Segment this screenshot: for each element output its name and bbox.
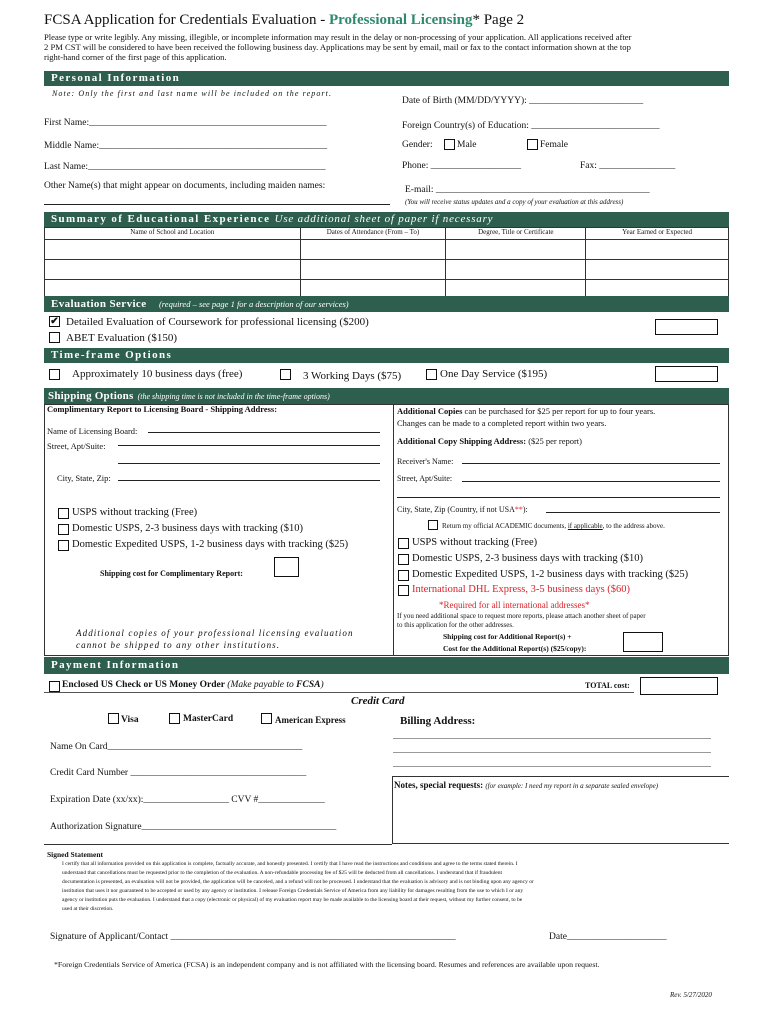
add-ship-bold: Additional Copy Shipping Address: [397,436,527,446]
timeframe-10day-checkbox[interactable] [49,369,60,380]
detailed-eval-label: Detailed Evaluation of Coursework for professional licensing ($200) [66,316,369,328]
amex-label: American Express [275,715,346,725]
check-fcsa: FCSA [296,680,321,690]
dhl-label: International DHL Express, 3-5 business days ($60) [412,584,631,595]
statement-line-2: understand that cancellations must be requested prior to the completion of the evaluation. A non-refundable processing fee of $25 will be deducted from all cancellations. I understand that if fraudulent [62,870,503,876]
check-bold: Enclosed US Check or US Money Order [62,680,225,690]
add-ship-title [397,436,582,446]
date-field[interactable]: Date_____________________ [549,932,667,942]
fax-field[interactable]: Fax: ________________ [580,161,676,171]
check-close: ) [320,680,324,690]
other-names-line[interactable] [44,204,390,205]
space-note-1: If you need additional space to request more reports, please attach another sheet of paper [397,612,646,620]
amex-checkbox[interactable] [261,713,272,724]
gender-label: Gender: [402,140,433,150]
city2-line[interactable] [546,512,720,513]
statement-line-6: used at their discretion. [62,906,114,912]
expiration-field[interactable]: Expiration Date (xx/xx):__________________ CVV #______________ [50,795,325,805]
signed-statement-heading: Signed Statement [47,850,104,859]
email-field[interactable]: E-mail: _____________________________________________ [405,185,650,195]
intro-line-2: 2 PM CST will be considered to have been received the following business day. Applications may be sent by email, mail or fax to the contact information shown at the top [44,42,631,52]
statement-line-4: institution that uses it nor guaranteed to be accepted or used by any agency or institution. I release Foreign Credentials Service of America from any liability for damages resulting from the use to which I or any [62,888,524,894]
add-ship-note: ($25 per report) [528,436,582,446]
timeframe-3day-checkbox[interactable] [280,369,291,380]
visa-label: Visa [121,715,139,725]
education-table [44,227,729,300]
add-cost-label-2: Cost for the Additional Report(s) ($25/copy): [443,644,587,653]
female-label: Female [540,140,568,150]
street2-label: Street, Apt/Suite: [397,474,453,483]
check-label [62,680,324,690]
timeframe-1day-checkbox[interactable] [426,369,437,380]
city2-stars: ** [514,505,523,514]
city-label: City, State, Zip: [57,473,111,483]
add-usps-free-label: USPS without tracking (Free) [412,537,538,548]
italic-note-2: cannot be shipped to any other institutions. [76,640,281,650]
revision-date: Rev. 5/27/2020 [670,991,712,999]
comp-usps-dom-checkbox[interactable] [58,524,69,535]
detailed-eval-checkbox[interactable]: ✔ [50,316,59,327]
auth-signature-field[interactable]: Authorization Signature_________________________________________ [50,822,337,832]
table-row[interactable] [45,240,729,260]
city2-prefix: City, State, Zip (Country, if not USA [397,505,515,514]
comp-usps-dom-label: Domestic USPS, 2-3 business days with tracking ($10) [72,523,303,534]
timeframe-1day-label: One Day Service ($195) [440,368,548,380]
last-name-field[interactable]: Last Name:__________________________________________________ [44,162,326,172]
cc-number-field[interactable]: Credit Card Number _____________________________________ [50,768,307,778]
abet-checkbox[interactable] [49,332,60,343]
dob-field[interactable]: Date of Birth (MM/DD/YYYY): ________________________ [402,96,644,106]
shipping-bar [44,388,729,404]
return-underlined: if applicable [567,522,603,530]
street-line-2[interactable] [118,463,380,464]
personal-info-heading: Personal Information [51,72,181,84]
street2-line[interactable] [462,481,720,482]
footer-disclaimer: *Foreign Credentials Service of America (FCSA) is an independent company and is not affiliated with the licensing board. Resumes and references are available upon request. [54,960,600,969]
notes-label [394,780,658,790]
evaluation-heading: Evaluation Service [51,298,147,310]
comp-report-title: Complimentary Report to Licensing Board - Shipping Address: [47,404,278,414]
total-cost-label: TOTAL cost: [585,681,630,690]
visa-checkbox[interactable] [108,713,119,724]
italic-note-1: Additional copies of your professional licensing evaluation [76,628,354,638]
receiver-label: Receiver's Name: [397,457,454,466]
female-checkbox[interactable] [527,139,538,150]
add-cost-label-1: Shipping cost for Additional Report(s) + [443,632,572,641]
education-heading-note: Use additional sheet of paper if necessary [274,213,494,225]
col-dates: Dates of Attendance (From – To) [300,228,446,240]
intl-required-note: *Required for all international addresses* [439,600,590,610]
shipping-heading: Shipping Options [48,390,134,402]
comp-usps-free-label: USPS without tracking (Free) [72,507,198,518]
title-highlight: Professional Licensing [328,12,473,28]
timeframe-cost-box[interactable] [655,366,718,382]
check-checkbox[interactable] [49,681,60,692]
evaluation-bar [44,296,729,312]
title-prefix: FCSA Application for Credentials Evaluation - [44,12,329,28]
intro-line-1: Please type or write legibly. Any missing, illegible, or incomplete information may result in the delay or non-processing of your application. All applications received after [44,32,632,42]
add-copies-text2: Changes can be made to a completed report within two years. [397,418,607,428]
add-cost-box[interactable] [623,632,663,652]
comp-usps-exp-label: Domestic Expedited USPS, 1-2 business days with tracking ($25) [72,539,349,550]
return-docs-checkbox[interactable] [428,520,438,530]
add-usps-free-checkbox[interactable] [398,538,409,549]
male-checkbox[interactable] [444,139,455,150]
billing-line-2[interactable] [393,752,711,753]
name-on-card-field[interactable]: Name On Card_________________________________________ [50,742,303,752]
check-note: (Make payable to [227,680,297,690]
intro-line-3: right-hand corner of the first page of this application. [44,52,227,62]
phone-field[interactable]: Phone: ___________________ [402,161,522,171]
notes-bold: Notes, special requests: [394,780,484,790]
street-label: Street, Apt/Suite: [47,441,106,451]
evaluation-note: (required – see page 1 for a description of our services) [158,299,349,309]
street2-line-2[interactable] [397,497,720,498]
male-label: Male [457,140,477,150]
col-year: Year Earned or Expected [586,228,729,240]
payment-bottom-divider [44,844,392,845]
notes-italic: (for example: I need my report in a separate sealed envelope) [485,782,659,790]
total-cost-box[interactable] [640,677,718,695]
col-degree: Degree, Title or Certificate [446,228,586,240]
first-name-field[interactable]: First Name:__________________________________________________ [44,118,327,128]
add-usps-dom-label: Domestic USPS, 2-3 business days with tracking ($10) [412,553,643,564]
applicant-signature-field[interactable]: Signature of Applicant/Contact ____________________________________________________________ [50,932,456,942]
billing-line-1[interactable] [393,738,711,739]
street-line[interactable] [118,445,380,446]
education-heading: Summary of Educational Experience [51,213,271,225]
other-names-label: Other Name(s) that might appear on documents, including maiden names: [44,181,326,191]
mastercard-checkbox[interactable] [169,713,180,724]
name-board-label: Name of Licensing Board: [47,426,138,436]
education-bar [44,212,729,227]
abet-label: ABET Evaluation ($150) [66,332,177,344]
credit-card-title: Credit Card [351,695,405,707]
return-docs-label [442,522,665,530]
email-note: (You will receive status updates and a copy of your evaluation at this address) [405,198,624,206]
add-copies-bold: Additional Copies [397,406,463,416]
table-row[interactable] [45,260,729,280]
timeframe-10day-label: Approximately 10 business days (free) [72,368,243,380]
personal-info-bar [44,71,729,86]
city2-suffix: ): [522,505,528,514]
return-suffix: , to the address above. [602,522,665,530]
personal-note: Note: Only the first and last name will be included on the report. [52,89,333,98]
col-school: Name of School and Location [45,228,301,240]
name-board-line[interactable] [148,432,380,433]
space-note-2: to this application for the other addresses. [397,621,514,629]
add-copies-rest: can be purchased for $25 per report for up to four years. [462,406,656,416]
timeframe-bar [44,348,729,363]
page-title [44,12,524,29]
shipping-heading-note: (the shipping time is not included in the time-frame options) [137,392,330,401]
comp-cost-label: Shipping cost for Complimentary Report: [100,569,243,578]
city-line[interactable] [118,480,380,481]
comp-usps-exp-checkbox[interactable] [58,540,69,551]
comp-usps-free-checkbox[interactable] [58,508,69,519]
foreign-country-field[interactable]: Foreign Country(s) of Education: ___________________________ [402,121,660,131]
payment-heading: Payment Information [51,659,180,671]
title-suffix: * Page 2 [472,12,525,28]
payment-divider [44,692,634,693]
payment-bar [44,657,729,674]
receiver-line[interactable] [462,463,720,464]
add-usps-exp-checkbox[interactable] [398,570,409,581]
dhl-checkbox[interactable] [398,585,409,596]
timeframe-3day-label: 3 Working Days ($75) [303,370,402,382]
statement-line-5: agency or institution puts the evaluation. I understand that a copy (electronic or physical) of my evaluation report may be made available to the licensing board at their request, without my further consent, to be [62,897,523,903]
middle-name-field[interactable]: Middle Name:________________________________________________ [44,141,328,151]
statement-line-1: I certify that all information provided on this application is complete, factually accurate, and honestly presented. I certify that I have read the instructions and conditions and agree to the terms stated therein. I [62,861,518,867]
mastercard-label: MasterCard [183,714,234,724]
add-copies-text [397,406,655,416]
city2-label [397,505,528,514]
add-usps-dom-checkbox[interactable] [398,554,409,565]
billing-address-label: Billing Address: [400,715,476,727]
comp-cost-box[interactable] [274,557,299,577]
return-prefix: Return my official ACADEMIC documents, [442,522,568,530]
statement-line-3: documentation is presented, an evaluation will not be provided, the application will be canceled, and a refund will not be processed. I understand that the evaluation is advisory and is not binding upon any agency or [62,879,534,885]
evaluation-cost-box[interactable] [655,319,718,335]
timeframe-heading: Time-frame Options [51,349,173,361]
billing-line-3[interactable] [393,766,711,767]
add-usps-exp-label: Domestic Expedited USPS, 1-2 business days with tracking ($25) [412,569,689,580]
